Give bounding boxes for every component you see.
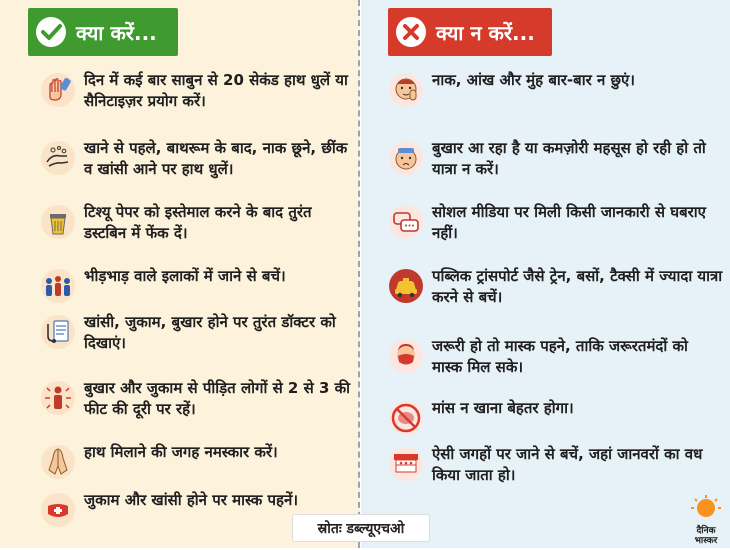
donts-title: क्या न करें...	[436, 20, 535, 45]
source-label: स्रोतः डब्ल्यूएचओ	[292, 514, 430, 542]
brand-logo	[683, 494, 729, 546]
brand-line1: दैनिक	[696, 526, 716, 536]
dont-text: सोशल मीडिया पर मिली किसी जानकारी से घबराए नहीं।	[432, 203, 706, 242]
do-text: खाने से पहले, बाथरूम के बाद, नाक छूने, छींक व खांसी आने पर हाथ धुलें।	[84, 139, 348, 178]
do-item	[40, 70, 350, 112]
fever-face-icon	[388, 140, 424, 176]
hand-sanitizer-icon	[40, 72, 76, 108]
checkmark-icon	[34, 15, 68, 49]
dont-text: बुखार आ रहा है या कमज़ोरी महसूस हो रही हो तो यात्रा न करें।	[432, 139, 706, 178]
do-text: बुखार और जुकाम से पीड़ित लोगों से 2 से 3 की फीट की दूरी पर रहें।	[84, 379, 351, 418]
face-mask-icon	[388, 338, 424, 374]
crowd-icon	[40, 268, 76, 304]
no-meat-icon	[388, 400, 424, 436]
brand-line2: भास्कर	[694, 536, 718, 546]
market-stall-icon	[388, 446, 424, 482]
dont-item	[388, 202, 723, 244]
dustbin-icon	[40, 204, 76, 240]
face-touch-icon	[388, 72, 424, 108]
donts-header	[388, 8, 552, 56]
do-item	[40, 202, 350, 244]
brand-text	[683, 494, 729, 546]
chat-bubbles-icon	[388, 204, 424, 240]
do-item	[40, 312, 350, 354]
medical-mask-icon	[40, 492, 76, 528]
dos-title: क्या करें...	[76, 20, 157, 45]
dont-text: मांस न खाना बेहतर होगा।	[432, 399, 574, 417]
dont-item	[388, 138, 723, 180]
do-item	[40, 138, 350, 180]
hand-washing-icon	[40, 140, 76, 176]
doctor-clipboard-icon	[40, 314, 76, 350]
dont-item	[388, 444, 723, 486]
do-text: जुकाम और खांसी होने पर मास्क पहनें।	[84, 491, 299, 509]
do-text: दिन में कई बार साबुन से 20 सेकंड हाथ धुलें या सैनिटाइज़र प्रयोग करें।	[84, 71, 348, 110]
do-text: हाथ मिलाने की जगह नमस्कार करें।	[84, 443, 278, 461]
dont-item	[388, 336, 723, 378]
do-item	[40, 378, 350, 420]
dont-item	[388, 70, 723, 108]
dont-item	[388, 398, 723, 436]
do-text: भीड़भाड़ वाले इलाकों में जाने से बचें।	[84, 267, 286, 285]
dos-header	[28, 8, 178, 56]
dont-text: पब्लिक ट्रांसपोर्ट जैसे ट्रेन, बसों, टैक्सी में ज्यादा यात्रा करने से बचें।	[432, 267, 723, 306]
dont-text: जरूरी हो तो मास्क पहने, ताकि जरूरतमंदों को मास्क मिल सके।	[432, 337, 688, 376]
do-item	[40, 442, 350, 480]
dont-item	[388, 266, 723, 308]
dont-text: ऐसी जगहों पर जाने से बचें, जहां जानवरों का वध किया जाता हो।	[432, 445, 703, 484]
namaste-icon	[40, 444, 76, 480]
do-text: खांसी, जुकाम, बुखार होने पर तुरंत डॉक्टर को दिखाएं।	[84, 313, 336, 352]
do-item	[40, 266, 350, 304]
cross-icon	[394, 15, 428, 49]
column-divider	[358, 0, 360, 548]
distance-person-icon	[40, 380, 76, 416]
dont-text: नाक, आंख और मुंह बार-बार न छुएं।	[432, 71, 635, 89]
do-text: टिश्यू पेपर को इस्तेमाल करने के बाद तुरंत डस्टबिन में फेंक दें।	[84, 203, 312, 242]
taxi-car-icon	[388, 268, 424, 304]
